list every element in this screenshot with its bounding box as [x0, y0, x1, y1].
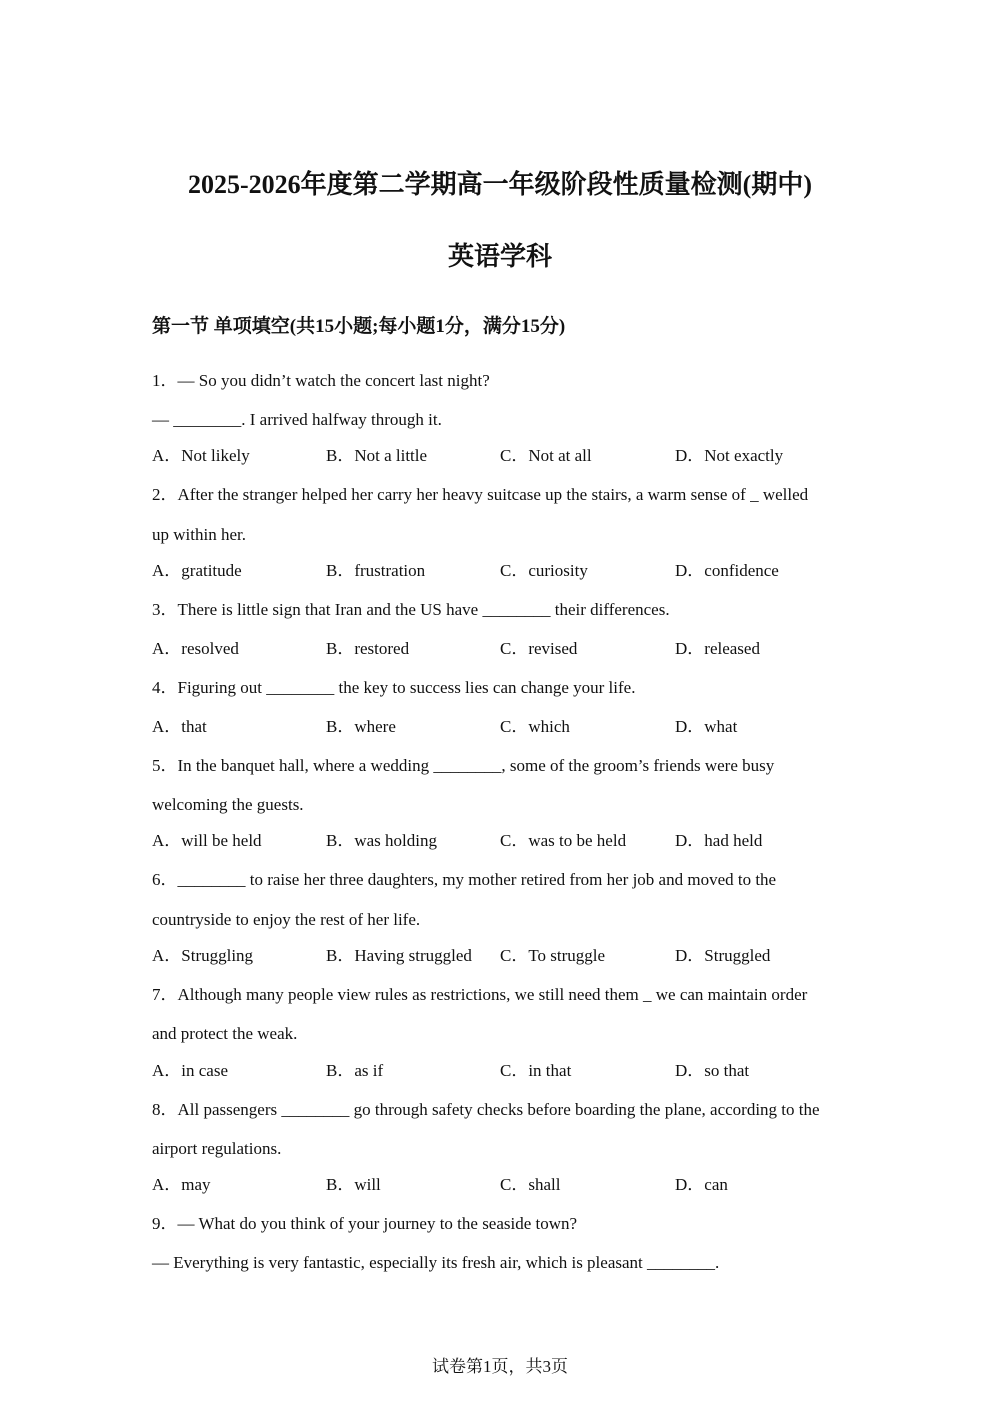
question-7-line-1: 7．Although many people view rules as restrictions, we still need them _ we can maintain order: [152, 985, 808, 1004]
question-4-line-1: 4．Figuring out ________ the key to success lies can change your life.: [152, 678, 636, 697]
option-c: C．which: [500, 717, 570, 736]
question-2-options: [152, 560, 852, 582]
section-heading: 第一节 单项填空(共15小题;每小题1分，满分15分): [152, 316, 566, 337]
option-b: B．was holding: [326, 831, 437, 850]
option-b: B．where: [326, 717, 396, 736]
option-a: A．Struggling: [152, 946, 254, 965]
subject-title: 英语学科: [447, 242, 552, 271]
question-6-line-2: countryside to enjoy the rest of her life.: [152, 910, 421, 929]
option-b: B．restored: [326, 639, 410, 658]
question-6-line-1: 6．________ to raise her three daughters, my mother retired from her job and moved to the: [152, 870, 777, 889]
question-6-options: [152, 945, 852, 967]
question-1-options: [152, 445, 852, 467]
option-a: A．may: [152, 1175, 211, 1194]
question-7-options: [152, 1060, 852, 1082]
option-d: D．what: [675, 717, 738, 736]
option-a: A．that: [152, 717, 207, 736]
question-5-line-2: welcoming the guests.: [152, 795, 304, 814]
option-b: B．will: [326, 1175, 381, 1194]
question-7-line-2: and protect the weak.: [152, 1024, 298, 1043]
question-4-options: [152, 716, 852, 738]
option-b: B．Having struggled: [326, 946, 472, 965]
option-d: D．Struggled: [675, 946, 771, 965]
option-b: B．frustration: [326, 561, 426, 580]
question-1-line-2: — ________. I arrived halfway through it.: [152, 410, 442, 429]
option-a: A．resolved: [152, 639, 239, 658]
option-d: D．had held: [675, 831, 763, 850]
page-footer: 试卷第1页，共3页: [432, 1357, 568, 1376]
option-a: A．gratitude: [152, 561, 242, 580]
question-8-options: [152, 1174, 852, 1196]
option-c: C．shall: [500, 1175, 561, 1194]
option-b: B．Not a little: [326, 446, 428, 465]
option-a: A．Not likely: [152, 446, 250, 465]
exam-title: 2025-2026年度第二学期高一年级阶段性质量检测(期中): [188, 170, 812, 199]
question-2-line-1: 2．After the stranger helped her carry her heavy suitcase up the stairs, a warm sense of _ welled: [152, 485, 809, 504]
question-5-line-1: 5．In the banquet hall, where a wedding ________, some of the groom’s friends were busy: [152, 756, 775, 775]
question-8-line-1: 8．All passengers ________ go through safety checks before boarding the plane, according to the: [152, 1100, 820, 1119]
option-d: D．released: [675, 639, 760, 658]
question-3-line-1: 3．There is little sign that Iran and the US have ________ their differences.: [152, 600, 670, 619]
option-d: D．can: [675, 1175, 728, 1194]
question-5-options: [152, 830, 852, 852]
option-c: C．curiosity: [500, 561, 588, 580]
option-d: D．so that: [675, 1061, 750, 1080]
question-1-line-1: 1．— So you didn’t watch the concert last night?: [152, 371, 490, 390]
option-a: A．in case: [152, 1061, 229, 1080]
question-2-line-2: up within her.: [152, 525, 246, 544]
question-9-line-2: — Everything is very fantastic, especially its fresh air, which is pleasant ________.: [152, 1253, 720, 1272]
question-3-options: [152, 638, 852, 660]
option-c: C．Not at all: [500, 446, 592, 465]
option-a: A．will be held: [152, 831, 262, 850]
option-c: C．was to be held: [500, 831, 627, 850]
option-c: C．in that: [500, 1061, 572, 1080]
option-b: B．as if: [326, 1061, 384, 1080]
question-9-line-1: 9．— What do you think of your journey to the seaside town?: [152, 1214, 578, 1233]
option-c: C．To struggle: [500, 946, 606, 965]
option-d: D．confidence: [675, 561, 779, 580]
option-c: C．revised: [500, 639, 578, 658]
option-d: D．Not exactly: [675, 446, 784, 465]
question-8-line-2: airport regulations.: [152, 1139, 282, 1158]
